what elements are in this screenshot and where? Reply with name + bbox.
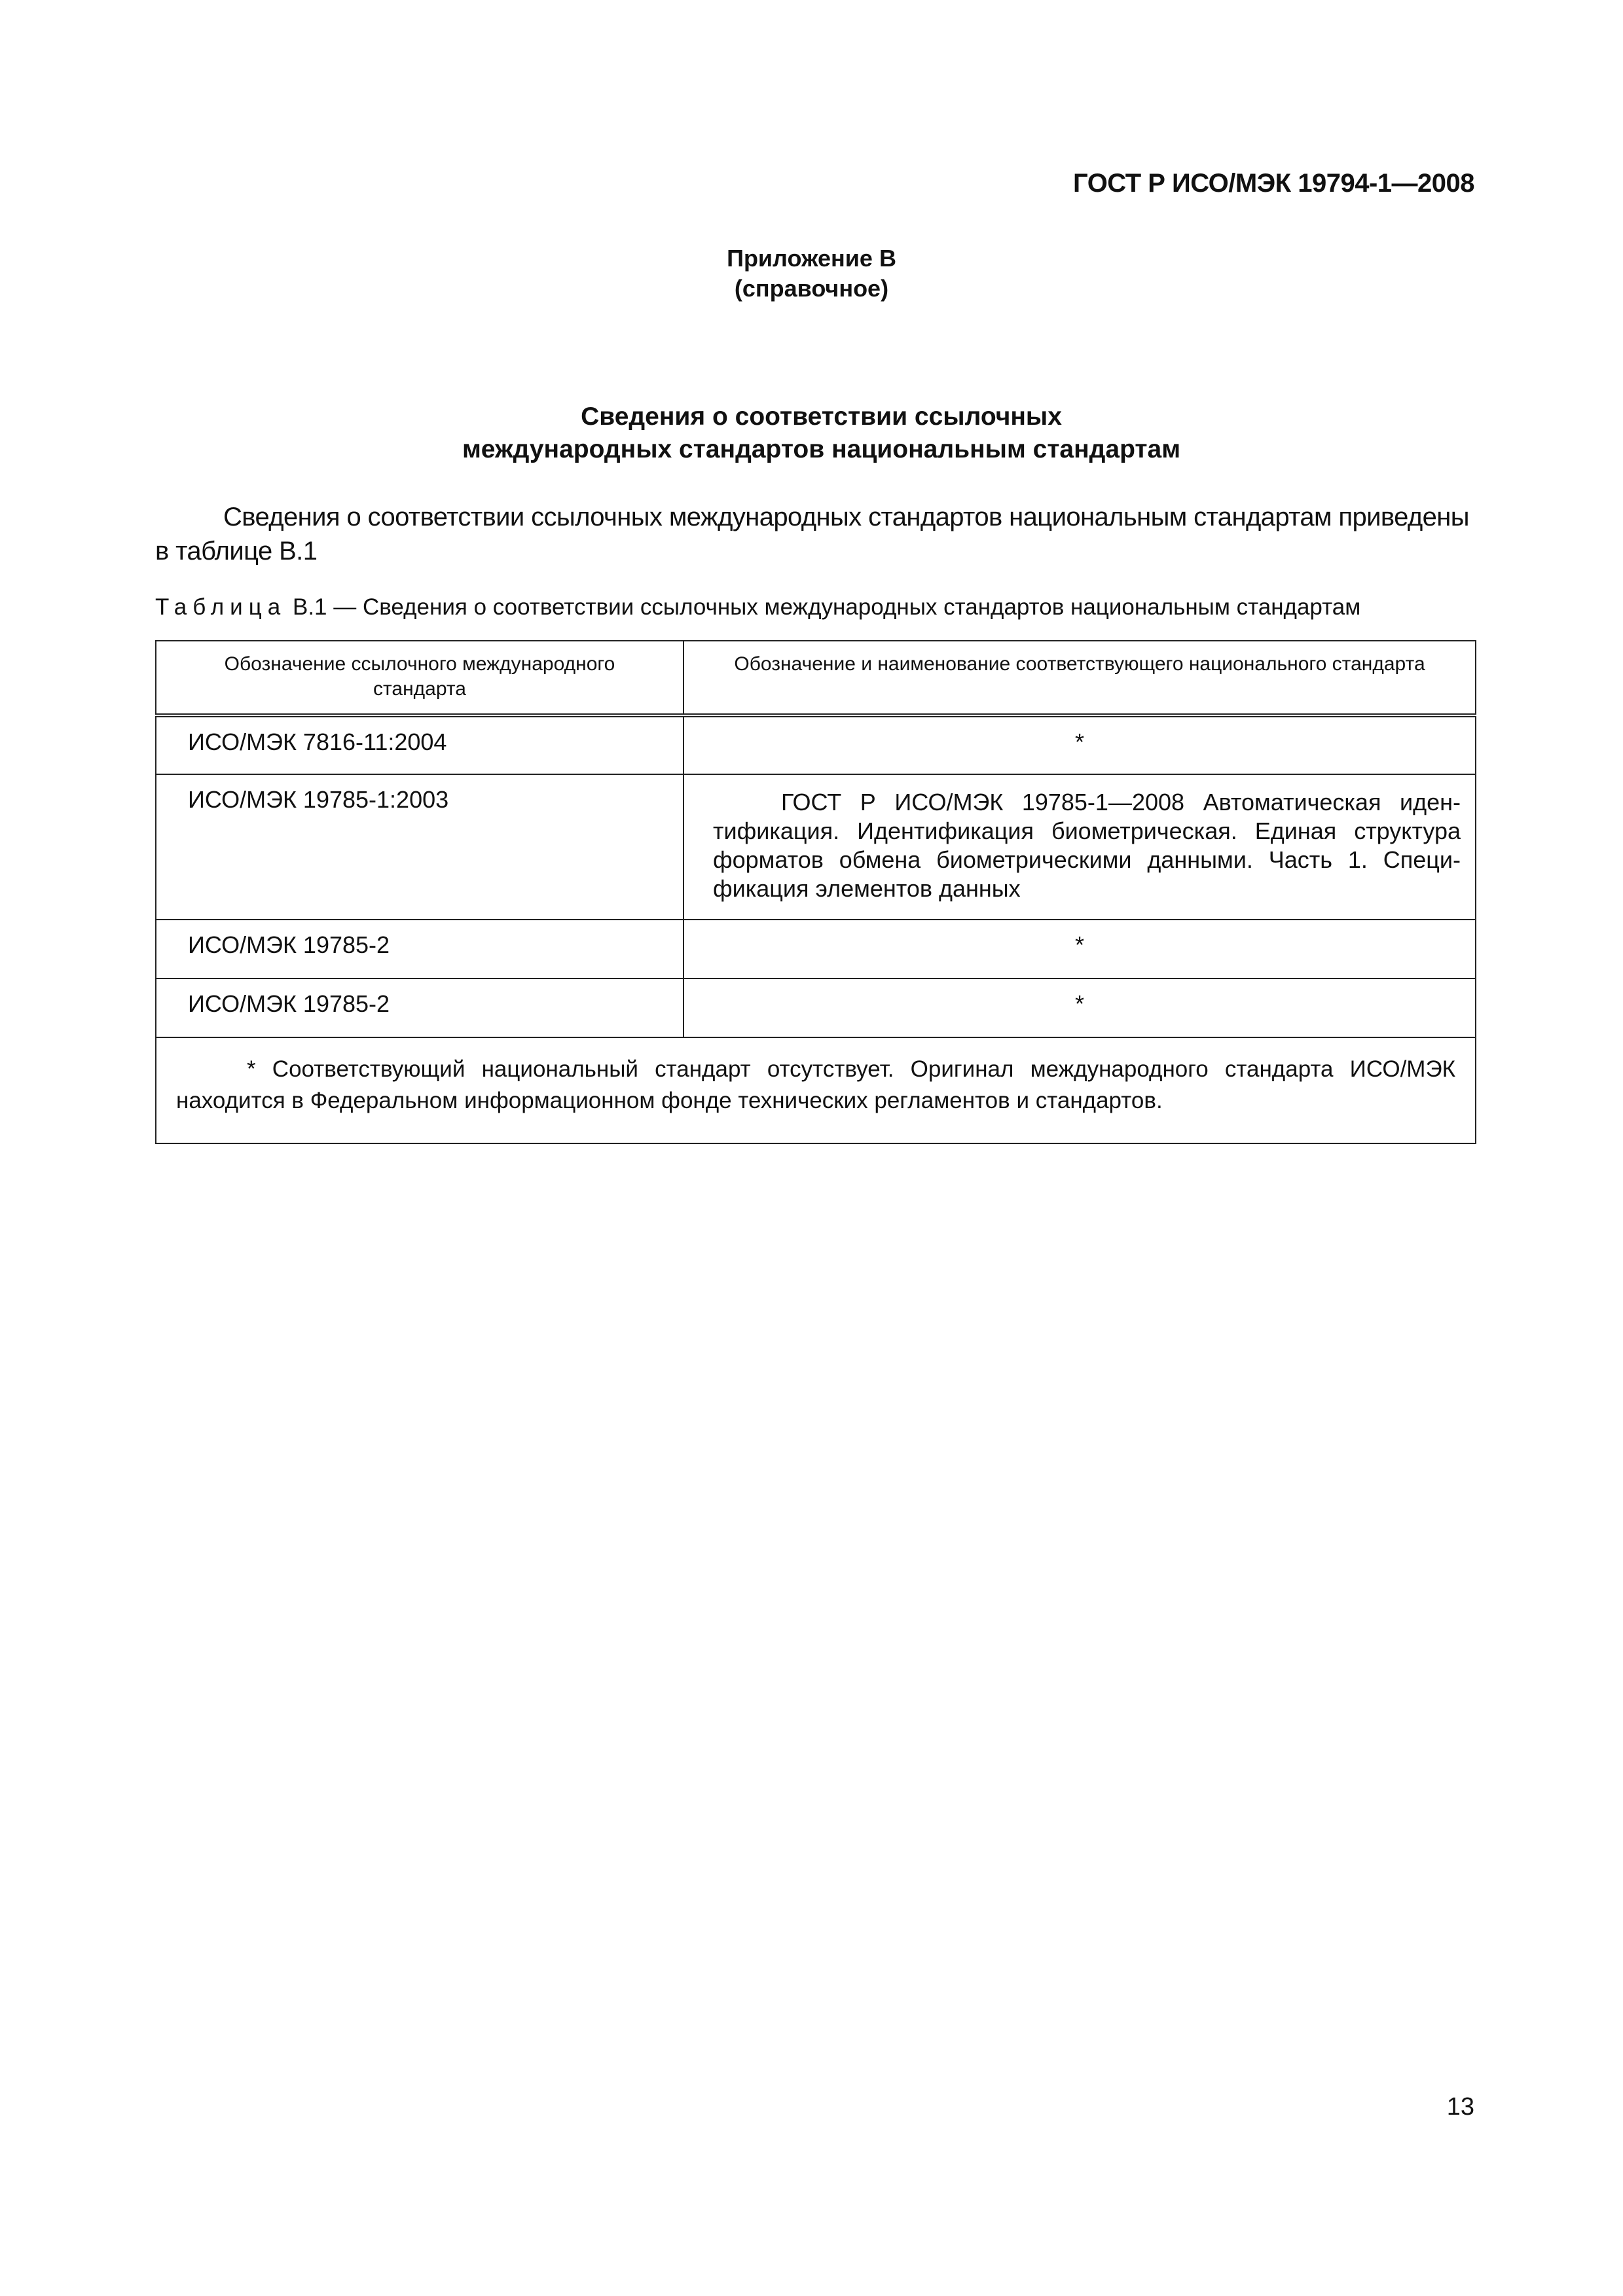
table-footnote: * Соответствующий национальный стандарт отсутствует. Оригинал международного стандарта ИСО/МЭК находится в Федеральном информационном фонде технических регламентов и стандартов. xyxy=(156,1037,1476,1143)
table-header-row xyxy=(156,641,1476,715)
national-standard-text: ГОСТ Р ИСО/МЭК 19785-1—2008 Автоматическая идентификация. Идентификация биометрическая. Единая структура форматов обмена биометрическими данными. Часть 1. Спецификация элементов данных xyxy=(713,789,1461,902)
section-title-line-2: международных стандартов национальным стандартам xyxy=(462,435,1181,463)
standards-correspondence-table xyxy=(155,640,1476,1144)
cell-international: ИСО/МЭК 19785-2 xyxy=(156,920,684,978)
document-code: ГОСТ Р ИСО/МЭК 19794-1—2008 xyxy=(1073,169,1474,198)
table-caption xyxy=(155,593,1474,622)
header-national-standard: Обозначение и наименование соответствующего национального стандарта xyxy=(684,641,1476,715)
intro-paragraph: Сведения о соответствии ссылочных международных стандартов национальным стандартам приведены в таблице В.1 xyxy=(155,503,1469,565)
table-row xyxy=(156,774,1476,920)
cell-national: * xyxy=(684,715,1476,774)
table-caption-text: В.1 — Сведения о соответствии ссылочных международных стандартов национальным стандартам xyxy=(292,594,1361,620)
cell-national xyxy=(684,774,1476,920)
appendix-type: (справочное) xyxy=(734,275,889,302)
cell-international: ИСО/МЭК 19785-2 xyxy=(156,978,684,1037)
header-international-standard: Обозначение ссылочного международного стандарта xyxy=(156,641,684,715)
table-footnote-row xyxy=(156,1037,1476,1143)
section-title xyxy=(0,401,1623,466)
table-caption-prefix: Таблица xyxy=(155,594,287,620)
section-title-line-1: Сведения о соответствии ссылочных xyxy=(581,403,1062,431)
cell-national: * xyxy=(684,920,1476,978)
cell-international: ИСО/МЭК 19785-1:2003 xyxy=(156,774,684,920)
cell-national: * xyxy=(684,978,1476,1037)
appendix-title: Приложение В xyxy=(727,245,896,272)
page-number: 13 xyxy=(1446,2093,1474,2121)
table-row xyxy=(156,920,1476,978)
table-row xyxy=(156,978,1476,1037)
cell-international: ИСО/МЭК 7816-11:2004 xyxy=(156,715,684,774)
table-row xyxy=(156,715,1476,774)
appendix-heading xyxy=(0,243,1623,304)
